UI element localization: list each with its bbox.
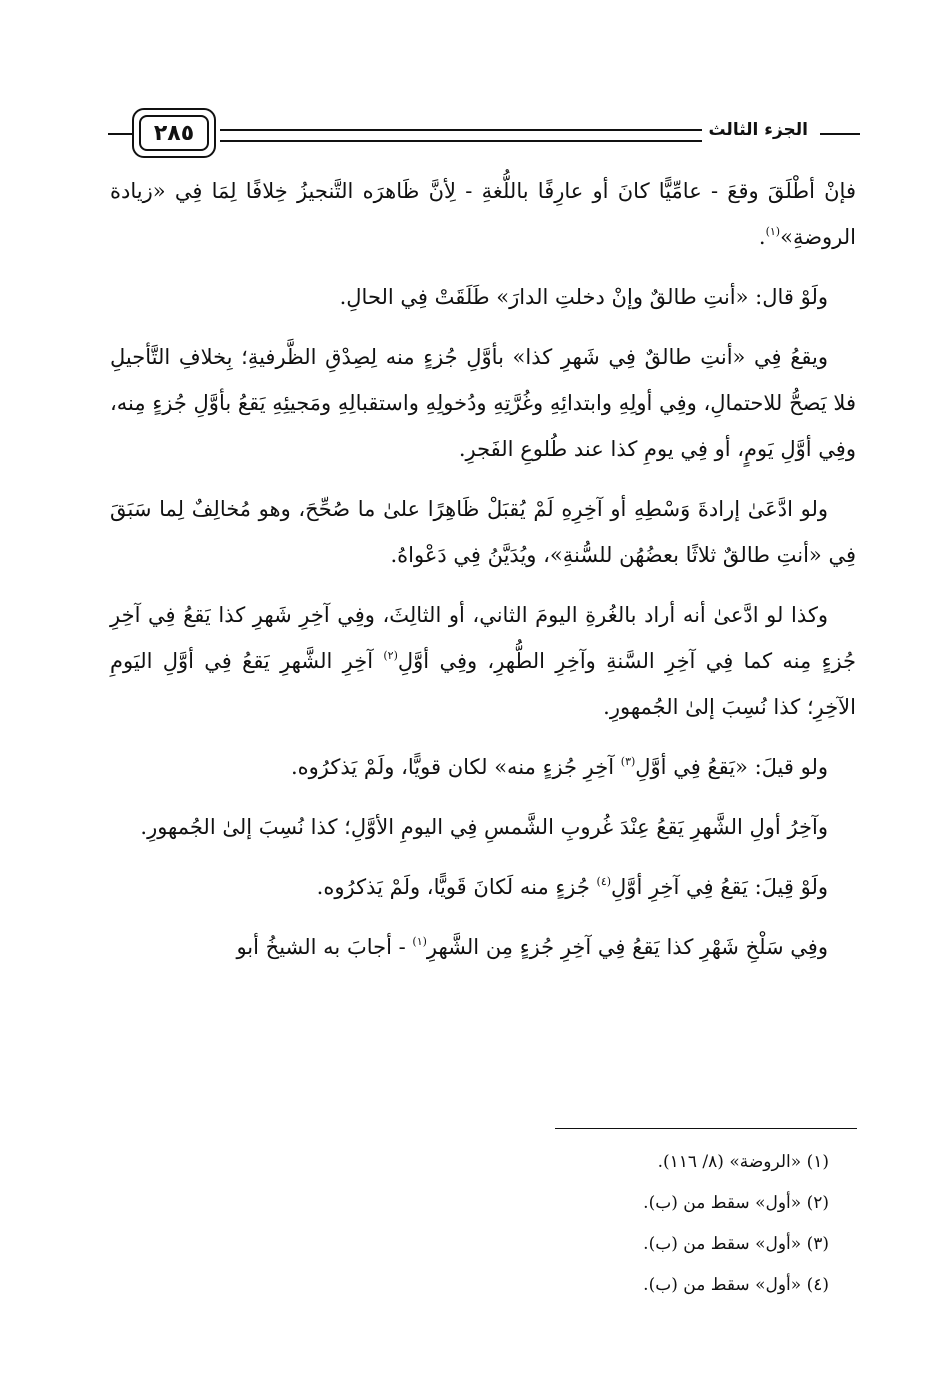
paragraph-text: ولو قيلَ: «يَقعُ فِي أوَّلِ [635, 755, 828, 779]
paragraph-text: ولو ادَّعَىٰ إرادةَ وَسْطِهِ أو آخِرِهِ لَمْ يُقبَلْ ظَاهِرًا علىٰ ما صُحِّحَ، وهو مُخالِفٌ لِما سَبَقَ فِي «أنتِ طالقٌ ثلاثًا بعضُهُن للسُّنةِ»، ويُدَيَّنُ فِي دَعْواهُ. [110, 497, 856, 567]
header-right-dash [820, 133, 860, 135]
page-number: ٢٨٥ [139, 115, 209, 151]
footnote-ref: (٣) [620, 755, 636, 768]
paragraph-text: ولَوْ قال: «أنتِ طالقٌ وإنْ دخلتِ الدارَ» طَلَقَتْ فِي الحالِ. [339, 285, 828, 309]
paragraph [110, 924, 856, 970]
footnote-separator [555, 1128, 857, 1129]
paragraph [110, 592, 856, 730]
header-left-dash [108, 133, 132, 135]
page-header [108, 108, 860, 160]
paragraph-text: ويقعُ فِي «أنتِ طالقٌ فِي شَهرِ كذا» بأوَّلِ جُزءٍ منه لِصِدْقِ الظَّرفيةِ؛ بِخلافِ التَّأجيلِ فلا يَصحُّ للاحتمالِ، وفِي أولِهِ وابتدائِهِ وغُرَّتِهِ ودُخولِهِ واستقبالِهِ ومَجيئِهِ يَقعُ بأوَّلِ جُزءٍ مِنه، وفِي أوَّلِ يَومٍ، أو فِي يومِ كذا عند طُلوعِ الفَجرِ. [110, 345, 856, 461]
paragraph-tail: - أجابَ به الشيخُ أبو [236, 935, 413, 959]
paragraph-text: وآخِرُ أولِ الشَّهرِ يَقعُ عِنْدَ غُروبِ الشَّمسِ فِي اليومِ الأوَّلِ؛ كذا نُسِبَ إلىٰ الجُمهورِ. [140, 815, 828, 839]
paragraph-text: وفِي سَلْخِ شَهْرِ كذا يَقعُ فِي آخِرِ جُزءٍ مِن الشَّهرِ [426, 935, 828, 959]
paragraph [110, 744, 856, 790]
paragraph-tail: آخِرِ الشَّهرِ يَقعُ فِي أوَّلِ اليَومِ الآخِرِ؛ كذا نُسِبَ إلىٰ الجُمهورِ. [110, 649, 856, 719]
footnote-item: (٣) «أول» سقط من (ب). [643, 1234, 829, 1254]
paragraph-tail: . [758, 225, 766, 249]
paragraph [110, 486, 856, 578]
running-head-title: الجزء الثالث [708, 120, 808, 140]
page-number-frame [132, 108, 216, 158]
paragraph-text: فإنْ أطْلَقَ وقعَ - عامِّيًّا كانَ أو عارِفًا باللُّغةِ - لِأنَّ ظَاهرَه التَّنجيزُ خِلافًا لِمَا فِي «زيادة الروضةِ» [110, 179, 856, 249]
paragraph [110, 274, 856, 320]
paragraph [110, 168, 856, 260]
footnote-ref: (٢) [383, 649, 398, 662]
footnote-ref: (١) [412, 935, 427, 948]
footnotes [229, 1142, 829, 1306]
footnote-ref: (١) [765, 225, 781, 238]
paragraph [110, 804, 856, 850]
paragraph [110, 864, 856, 910]
footnote-ref: (٤) [596, 875, 612, 888]
paragraph-tail: آخِرِ جُزءٍ منه» لكان قويًّا، ولَمْ يَذكرُوه. [290, 755, 621, 779]
header-double-rule [220, 129, 702, 142]
main-text [110, 168, 856, 984]
paragraph-tail: جُزءٍ منه لَكانَ قَويًّا، ولَمْ يَذكرُوه. [316, 875, 597, 899]
paragraph-text: وكذا لو ادَّعىٰ أنه أراد بالغُرةِ اليومَ الثاني، أو الثالِثَ، وفِي آخِرِ شَهرِ كذا يَقعُ فِي آخِرِ جُزءٍ مِنه كما فِي آخِرِ السَّنةِ وآخِرِ الطُّهرِ، وفِي أوَّلِ [110, 603, 857, 673]
footnote-item: (١) «الروضة» (٨/ ١١٦). [657, 1152, 829, 1172]
paragraph [110, 334, 856, 472]
footnote-item: (٤) «أول» سقط من (ب). [643, 1275, 829, 1295]
footnote-item: (٢) «أول» سقط من (ب). [643, 1193, 829, 1213]
paragraph-text: ولَوْ قِيلَ: يَقعُ فِي آخِرِ أوَّلِ [611, 875, 828, 899]
